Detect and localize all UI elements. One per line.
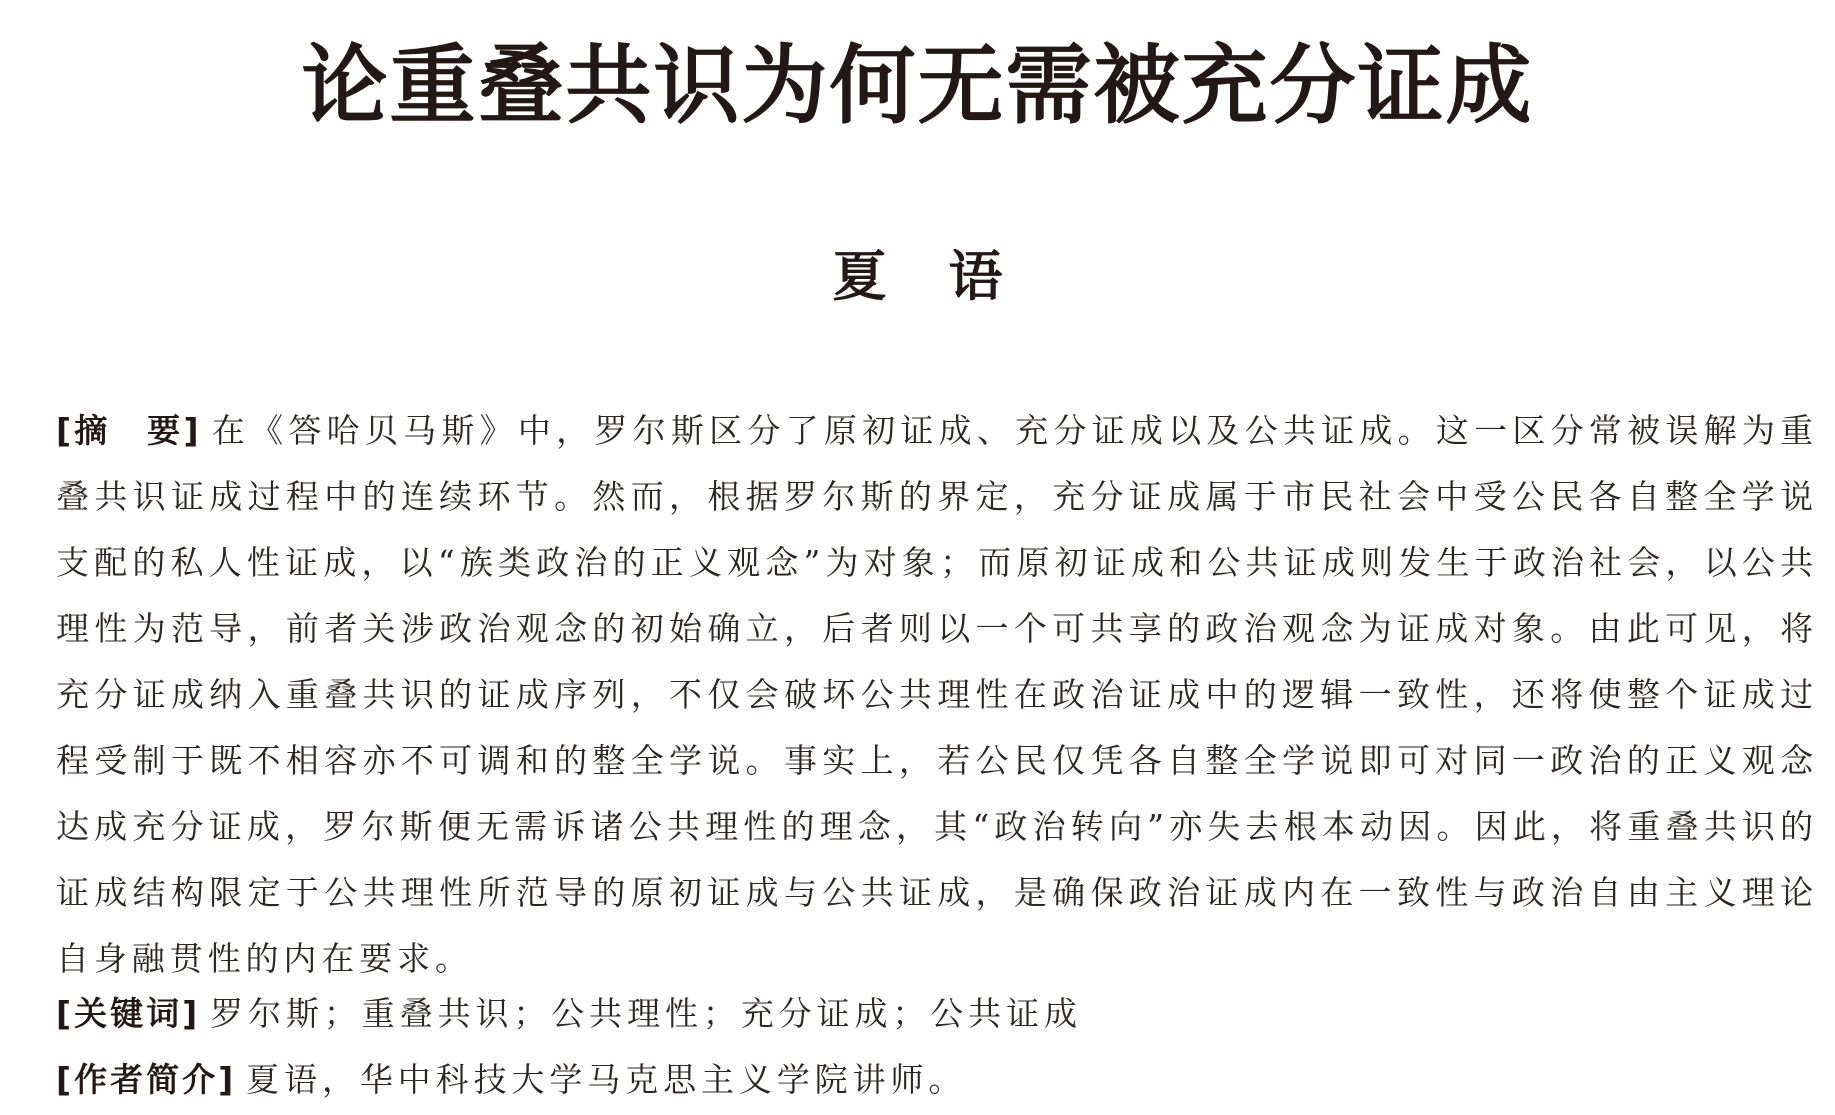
author-bio-line [56, 1047, 1818, 1113]
abstract-label: [摘 要] [56, 411, 202, 450]
author-name: 夏语 [832, 244, 1065, 308]
paper-title: 论重叠共识为何无需被充分证成 [301, 36, 1534, 136]
author-bio-text: 夏语，华中科技大学马克思主义学院讲师。 [246, 1060, 967, 1099]
keywords-label: [关键词] [56, 994, 201, 1033]
keywords-text: 罗尔斯；重叠共识；公共理性；充分证成；公共证成 [210, 994, 1082, 1033]
abstract-text: 在《答哈贝马斯》中，罗尔斯区分了原初证成、充分证成以及公共证成。这一区分常被误解为重叠共识证成过程中的连续环节。然而，根据罗尔斯的界定，充分证成属于市民社会中受公民各自整全学说支配的私人性证成，以“族类政治的正义观念”为对象；而原初证成和公共证成则发生于政治社会，以公共理性为范导，前者关涉政治观念的初始确立，后者则以一个可共享的政治观念为证成对象。由此可见，将充分证成纳入重叠共识的证成序列，不仅会破坏公共理性在政治证成中的逻辑一致性，还将使整个证成过程受制于既不相容亦不可调和的整全学说。事实上，若公民仅凭各自整全学说即可对同一政治的正义观念达成充分证成，罗尔斯便无需诉诸公共理性的理念，其“政治转向”亦失去根本动因。因此，将重叠共识的证成结构限定于公共理性所范导的原初证成与公共证成，是确保政治证成内在一致性与政治自由主义理论自身融贯性的内在要求。 [56, 411, 1818, 978]
keywords-line [56, 981, 1818, 1047]
author-bio-label: [作者简介] [56, 1060, 237, 1099]
abstract-paragraph [56, 398, 1818, 992]
